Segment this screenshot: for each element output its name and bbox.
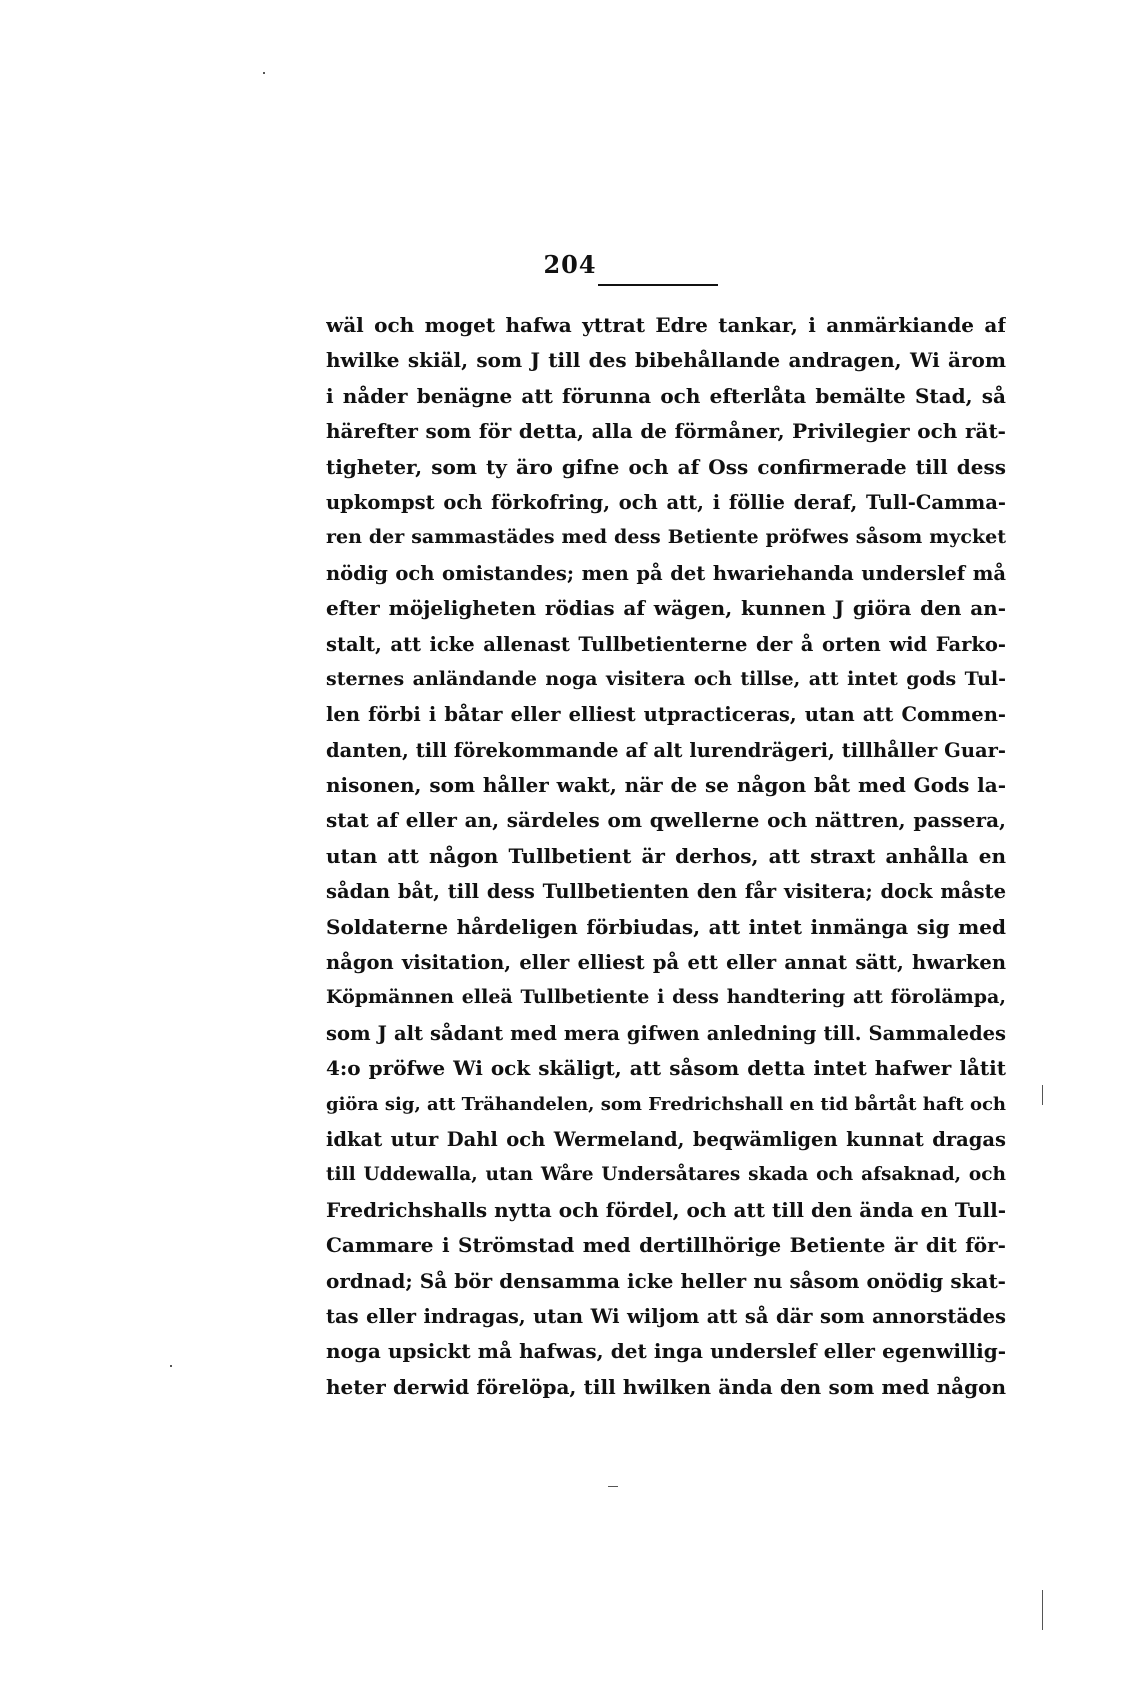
text-line: någon visitation, eller elliest på ett eller annat sätt, hwarken	[326, 951, 1006, 975]
text-line: idkat utur Dahl och Wermeland, beqwämligen kunnat dragas	[326, 1127, 1006, 1151]
text-line: Köpmännen elleä Tullbetiente i dess handtering att förolämpa,	[326, 986, 1006, 1009]
text-line: danten, till förekommande af alt lurendrägeri, tillhåller Guar-	[326, 738, 1006, 762]
text-line: som J alt sådant med mera gifwen anledning till. Sammaledes	[326, 1021, 1006, 1045]
text-line: noga upsickt må hafwas, det inga underslef eller egenwillig-	[326, 1339, 1006, 1364]
text-line: i nåder benägne att förunna och efterlåta bemälte Stad, så	[326, 383, 1006, 408]
scan-mark	[170, 1365, 172, 1367]
text-line: heter derwid förelöpa, till hwilken ända den som med någon	[326, 1374, 1006, 1399]
text-line: efter möjeligheten rödias af wägen, kunnen J giöra den an-	[326, 596, 1006, 621]
text-line: sådan båt, till dess Tullbetienten den får visitera; dock måste	[326, 880, 1006, 904]
text-line: upkompst och förkofring, och att, i föllie deraf, Tull-Camma-	[326, 490, 1006, 514]
text-line: tas eller indragas, utan Wi wiljom att så där som annorstädes	[326, 1304, 1006, 1328]
scan-mark	[1042, 1085, 1043, 1105]
text-line: ren der sammastädes med dess Betiente pröfwes såsom mycket	[326, 526, 1006, 549]
text-line: nisonen, som håller wakt, när de se någon båt med Gods la-	[326, 773, 1006, 798]
text-line: ordnad; Så bör densamma icke heller nu såsom onödig skat-	[326, 1268, 1006, 1293]
text-line: stalt, att icke allenast Tullbetienterne der å orten wid Farko-	[326, 632, 1006, 656]
text-line: härefter som för detta, alla de förmåner, Privilegier och rät-	[326, 419, 1006, 444]
text-line: till Uddewalla, utan Wåre Undersåtares skada och afsaknad, och	[326, 1164, 1006, 1186]
text-line: Cammare i Strömstad med dertillhörige Betiente är dit för-	[326, 1233, 1006, 1258]
text-line: sternes anländande noga visitera och tillse, att intet gods Tul-	[326, 667, 1006, 690]
page-number: 204	[543, 250, 597, 279]
scan-mark	[1042, 1590, 1043, 1630]
scan-mark	[608, 1486, 618, 1487]
header-rule	[598, 284, 718, 286]
text-line: nödig och omistandes; men på det hwariehanda underslef må	[326, 561, 1006, 585]
scan-mark	[263, 72, 265, 74]
text-line: hwilke skiäl, som J till des bibehållande andragen, Wi ärom	[326, 348, 1006, 373]
text-line: utan att någon Tullbetient är derhos, att straxt anhålla en	[326, 843, 1006, 868]
text-line: wäl och moget hafwa yttrat Edre tankar, i anmärkiande af	[326, 313, 1006, 337]
text-line: giöra sig, att Trähandelen, som Fredrichshall en tid bårtåt haft och	[326, 1093, 1006, 1115]
text-line: 4:o pröfwe Wi ock skäligt, att såsom detta intet hafwer låtit	[326, 1056, 1006, 1081]
text-line: Soldaterne hårdeligen förbiudas, att intet inmänga sig med	[326, 914, 1006, 939]
text-line: len förbi i båtar eller elliest utpracticeras, utan att Commen-	[326, 703, 1006, 727]
text-line: Fredrichshalls nytta och fördel, och att till den ända en Tull-	[326, 1197, 1006, 1222]
text-line: stat af eller an, särdeles om qwellerne och nättren, passera,	[326, 808, 1006, 833]
text-line: tigheter, som ty äro gifne och af Oss confirmerade till dess	[326, 454, 1006, 479]
body-text	[326, 308, 1006, 1405]
